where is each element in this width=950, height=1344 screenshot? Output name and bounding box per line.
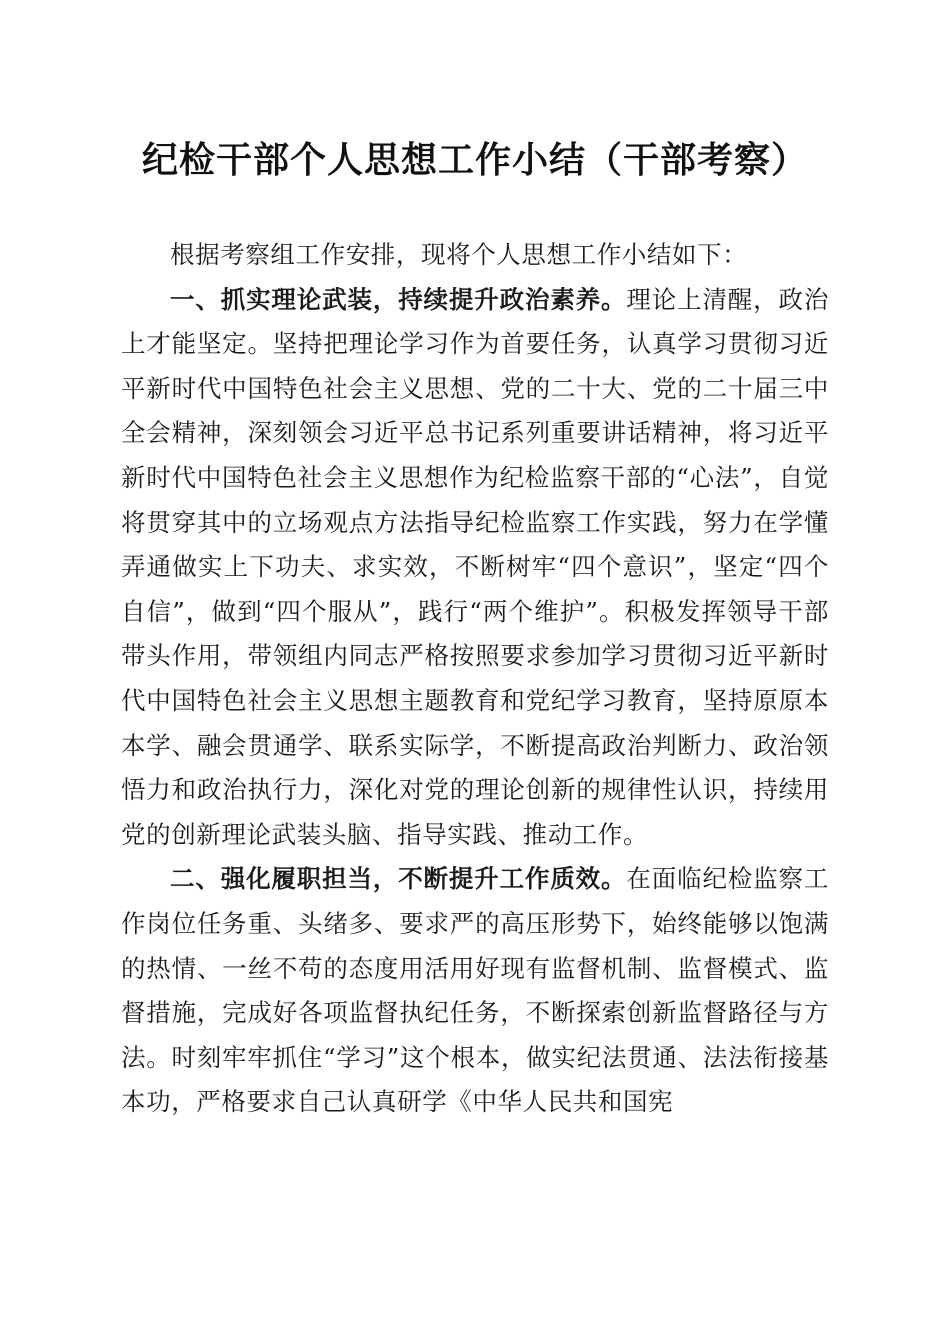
section-paragraph-2 — [121, 857, 829, 1125]
intro-paragraph: 根据考察组工作安排，现将个人思想工作小结如下： — [170, 240, 748, 269]
section-body-2: 在面临纪检监察工作岗位任务重、头绪多、要求严的高压形势下，始终能够以饱满的热情、一丝不苟的态度用活用好现有监督机制、监督模式、监督措施，完成好各项监督执纪任务，不断探索创新监督路径与方法。时刻牢牢抓住“学习”这个根本，做实纪法贯通、法法衔接基本功，严格要求自己认真研学《中华人民共和国宪 — [121, 864, 829, 1117]
section-body-1: 理论上清醒，政治上才能坚定。坚持把理论学习作为首要任务，认真学习贯彻习近平新时代中国特色社会主义思想、党的二十大、党的二十届三中全会精神，深刻领会习近平总书记系列重要讲话精神，将习近平新时代中国特色社会主义思想作为纪检监察干部的“心法”，自觉将贯穿其中的立场观点方法指导纪检监察工作实践，努力在学懂弄通做实上下功夫、求实效，不断树牢“四个意识”，坚定“四个自信”，做到“四个服从”，践行“两个维护”。积极发挥领导干部带头作用，带领组内同志严格按照要求参加学习贯彻习近平新时代中国特色社会主义思想主题教育和党纪学习教育，坚持原原本本学、融会贯通学、联系实际学，不断提高政治判断力、政治领悟力和政治执行力，深化对党的理论创新的规律性认识，持续用党的创新理论武装头脑、指导实践、推动工作。 — [121, 284, 829, 849]
document-body — [121, 233, 829, 1125]
document-title: 纪检干部个人思想工作小结（干部考察） — [141, 139, 808, 181]
section-paragraph-1 — [121, 278, 829, 858]
section-heading-1: 一、抓实理论武装，持续提升政治素养。 — [170, 284, 627, 314]
section-heading-2: 二、强化履职担当，不断提升工作质效。 — [170, 864, 627, 894]
